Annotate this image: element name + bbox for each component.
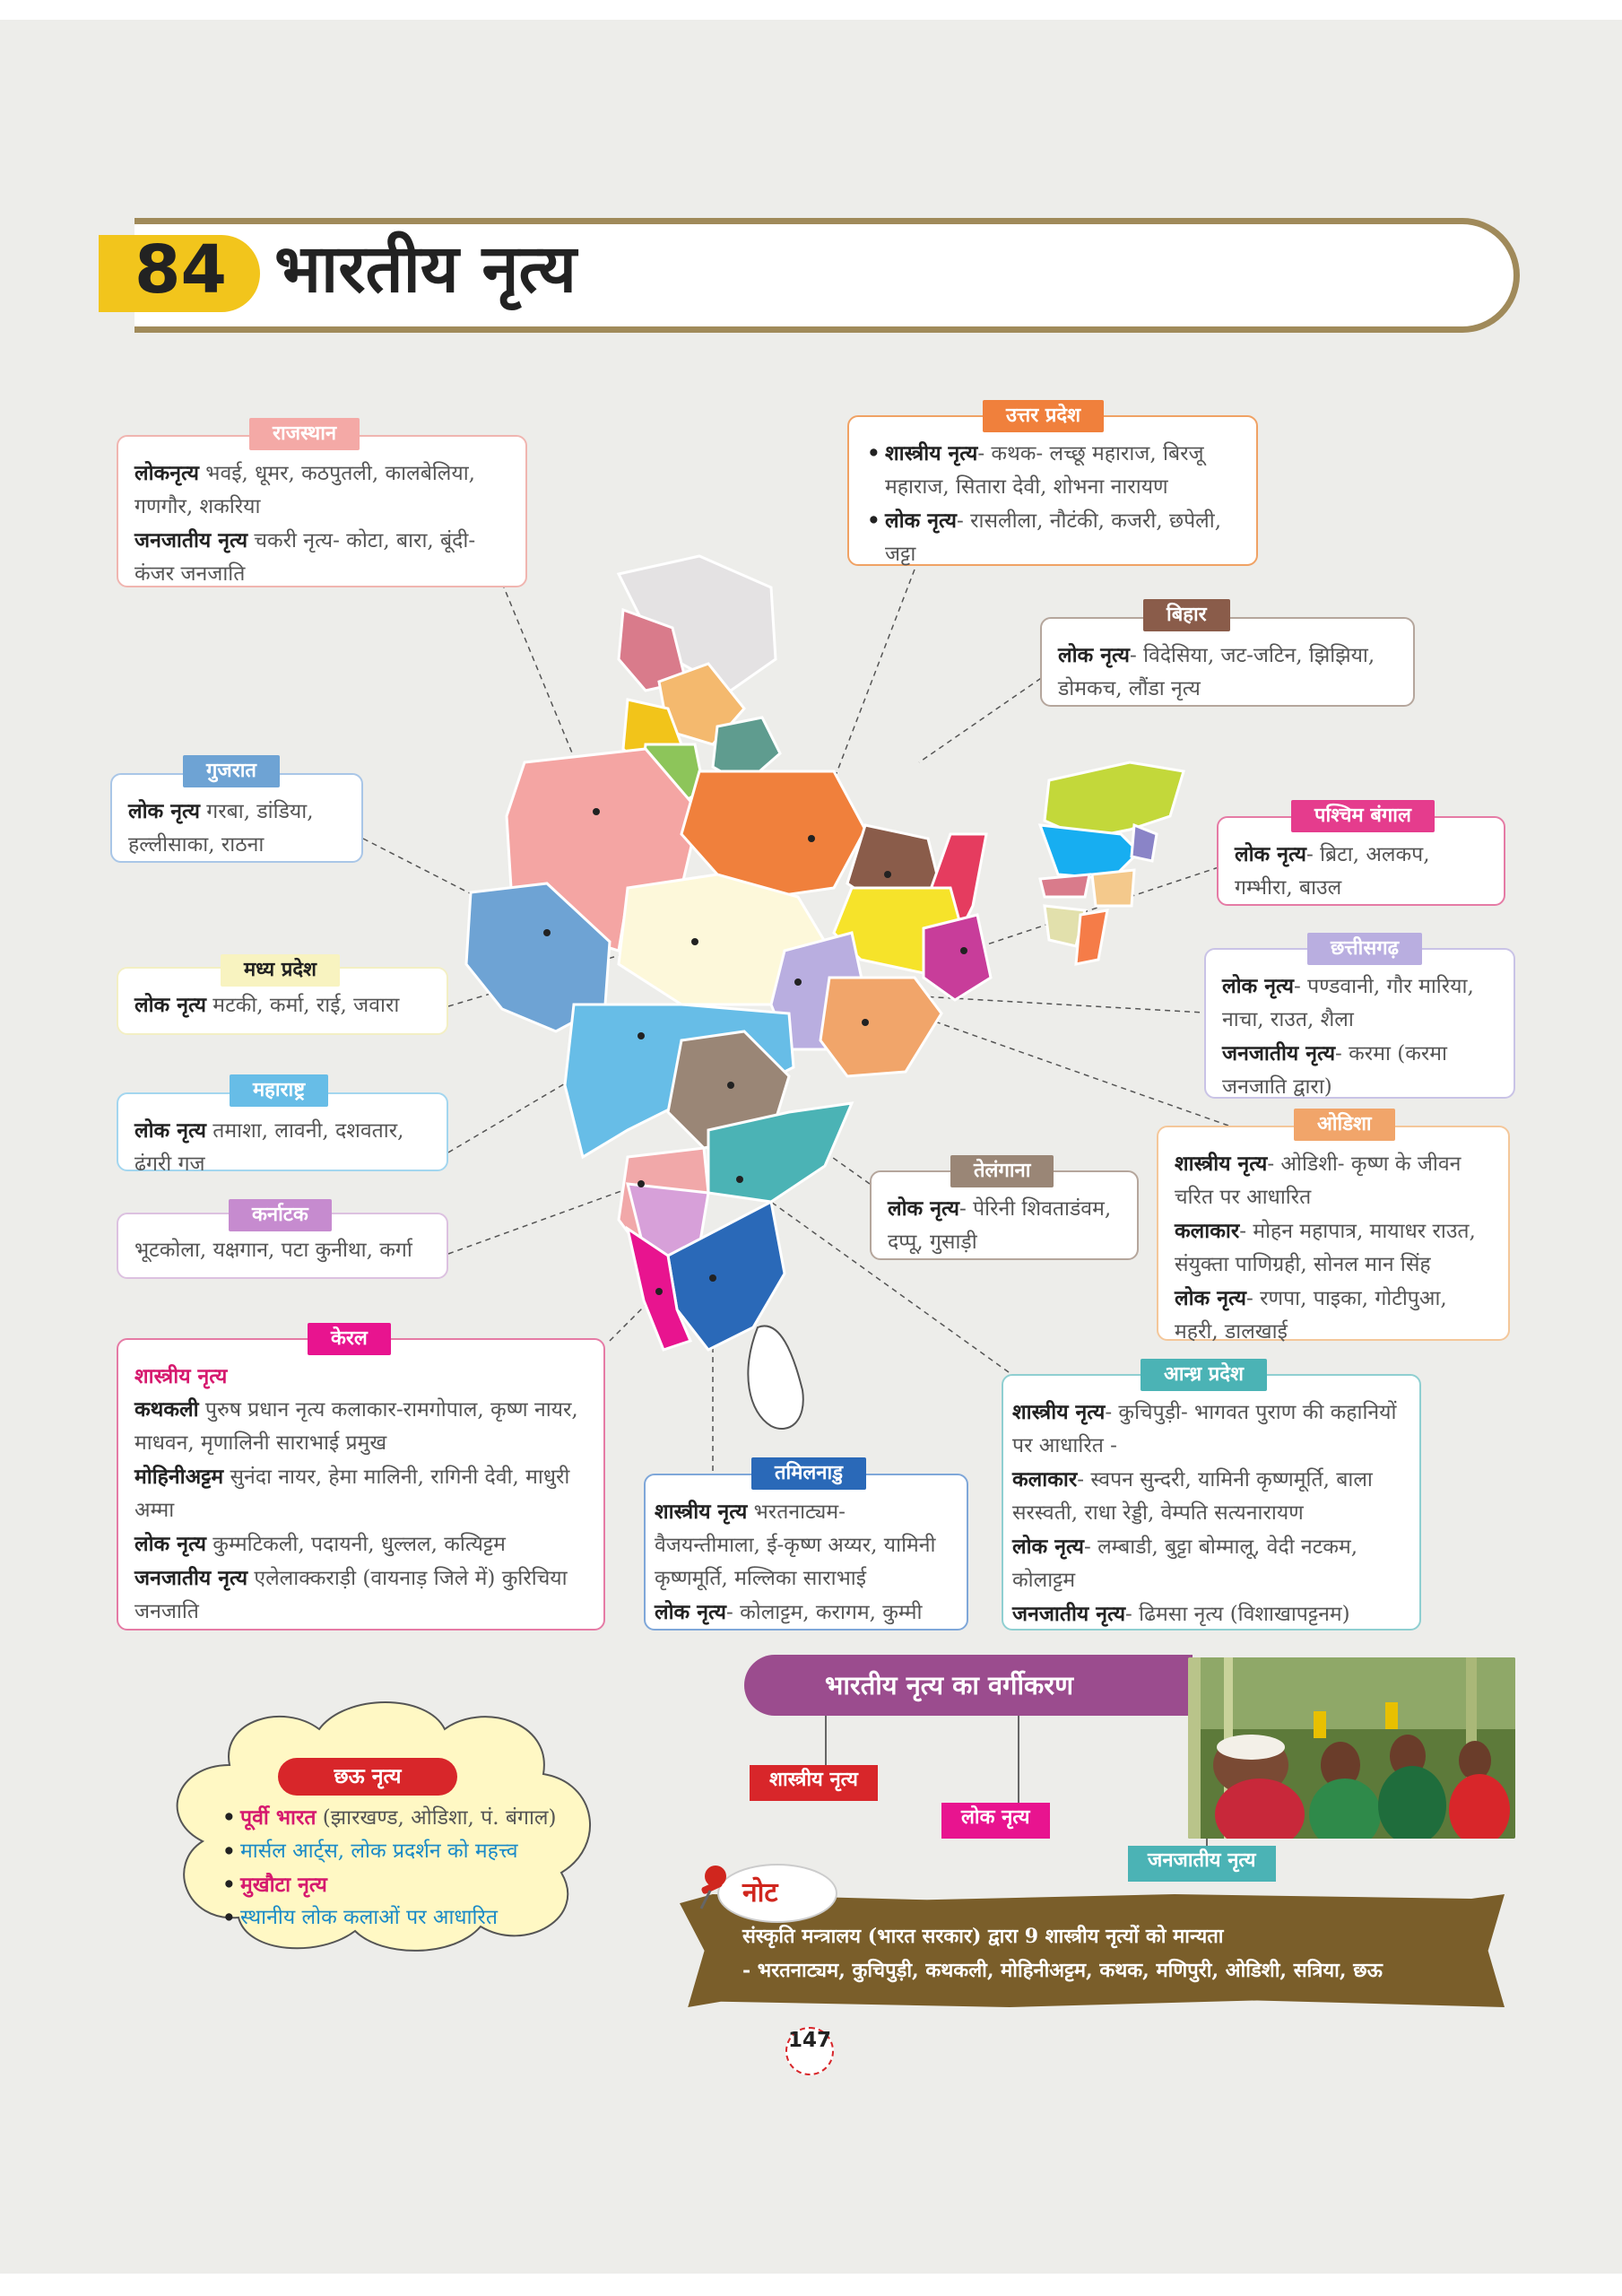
bihar-box: लोक नृत्य- विदेसिया, जट-जटिन, झिझिया, डोमकच, लौंडा नृत्य: [1040, 617, 1415, 707]
chhau-item: • स्थानीय लोक कलाओं पर आधारित: [222, 1901, 556, 1935]
andhra-pradesh-box: शास्त्रीय नृत्य- कुचिपुड़ी- भागवत पुराण की कहानियों पर आधारित - कलाकार- स्वपन सुन्दरी, यामिनी कृष्णमूर्ति, बाला सरस्वती, राधा रेड्डी, वेम्पति सत्यनारायण लोक नृत्य- लम्बाडी, बुट्टा बोम्मालू, वेदी नटकम, कोलाट्टम जनजातीय नृत्य- ढिमसा नृत्य (विशाखापट्टनम): [1002, 1374, 1421, 1631]
gujarat-tag: गुजरात: [183, 755, 280, 787]
kerala-tag: केरल: [308, 1323, 391, 1355]
classification-bar: भारतीय नृत्य का वर्गीकरण: [744, 1655, 1193, 1716]
page-number: 147: [785, 2027, 834, 2075]
kerala-box: शास्त्रीय नृत्य कथकली पुरुष प्रधान नृत्य कलाकार-रामगोपाल, कृष्ण नायर, माधवन, मृणालिनी साराभाई प्रमुख मोहिनीअट्टम सुनंदा नायर, हेमा मालिनी, रागिनी देवी, माधुरी अम्मा लोक नृत्य कुम्मटिकली, पदायनी, धुल्लल, कत्यिट्टम जनजातीय नृत्य एलेलाक्कराड़ी (वायनाड़ जिले में) कुरिचिया जनजाति: [117, 1338, 605, 1631]
bottom-margin: [0, 2274, 1622, 2296]
classification-folk: लोक नृत्य: [941, 1803, 1050, 1839]
karnataka-tag: कर्नाटक: [229, 1199, 332, 1231]
west-bengal-tag: पश्चिम बंगाल: [1291, 800, 1435, 832]
maharashtra-box: लोक नृत्य तमाशा, लावनी, दशवतार, ढंगरी गज: [117, 1092, 448, 1171]
chhau-item: • मुखौटा नृत्य: [222, 1868, 556, 1901]
madhya-pradesh-box: लोक नृत्य मटकी, कर्मा, राई, जवारा: [117, 967, 448, 1035]
classification-classical: शास्त्रीय नृत्य: [750, 1765, 878, 1801]
chhau-title: छऊ नृत्य: [278, 1758, 457, 1796]
telangana-tag: तेलंगाना: [950, 1155, 1054, 1187]
west-bengal-box: लोक नृत्य- ब्रिटा, अलकप, गम्भीरा, बाउल: [1217, 816, 1505, 906]
odisha-box: शास्त्रीय नृत्य- ओडिशी- कृष्ण के जीवन चरित पर आधारित कलाकार- मोहन महापात्र, मायाधर राउत, संयुक्ता पाणिग्रही, सोनल मान सिंह लोक नृत्य- रणपा, पाइका, गोटीपुआ, महरी, डालखाई: [1157, 1126, 1510, 1341]
note-text: [742, 1919, 1505, 1987]
classification-tribal: जनजातीय नृत्य: [1128, 1846, 1276, 1882]
tamil-nadu-box: शास्त्रीय नृत्य भरतनाट्यम- वैजयन्तीमाला, ई-कृष्ण अय्यर, यामिनी कृष्णमूर्ति, मल्लिका साराभाई लोक नृत्य- कोलाट्टम, करागम, कुम्मी: [644, 1474, 968, 1631]
maharashtra-tag: महाराष्ट्र: [230, 1074, 328, 1107]
andhra-pradesh-tag: आन्ध्र प्रदेश: [1141, 1359, 1267, 1391]
uttar-pradesh-tag: उत्तर प्रदेश: [983, 400, 1104, 432]
odisha-tag: ओडिशा: [1294, 1109, 1395, 1141]
karnataka-box: भूटकोला, यक्षगान, पटा कुनीथा, कर्गा: [117, 1213, 448, 1279]
gujarat-box: लोक नृत्य गरबा, डांडिया, हल्लीसाका, राठना: [110, 773, 363, 863]
note-label: नोट: [742, 1877, 778, 1909]
chhau-item: • मार्सल आर्ट्स, लोक प्रदर्शन को महत्त्व: [222, 1835, 556, 1868]
sri-lanka-outline: [748, 1326, 802, 1429]
classification-connector: [825, 1716, 827, 1768]
dance-photo: [1188, 1657, 1515, 1839]
note-line-2: - भरतनाट्यम, कुचिपुड़ी, कथकली, मोहिनीअट्टम, कथक, मणिपुरी, ओडिशी, सत्रिया, छऊ: [742, 1959, 1383, 1982]
kerala-classical-heading: शास्त्रीय नृत्य: [134, 1364, 228, 1388]
telangana-box: लोक नृत्य- पेरिनी शिवताडंवम, दप्पू, गुसाड़ी: [870, 1170, 1139, 1260]
note-line-1: संस्कृति मन्त्रालय (भारत सरकार) द्वारा 9 शास्त्रीय नृत्यों को मान्यता: [742, 1925, 1224, 1948]
madhya-pradesh-tag: मध्य प्रदेश: [221, 954, 340, 987]
chhattisgarh-tag: छत्तीसगढ़: [1307, 933, 1422, 965]
page-title: भारतीय नृत्य: [274, 230, 577, 308]
rajasthan-box: लोकनृत्य भवई, धूमर, कठपुतली, कालबेलिया, गणगौर, शकरिया जनजातीय नृत्य चकरी नृत्य- कोटा, बारा, बूंदी- कंजर जनजाति: [117, 435, 527, 587]
pushpin-icon: [692, 1862, 737, 1916]
chhau-list: [222, 1801, 556, 1935]
rajasthan-tag: राजस्थान: [249, 418, 360, 450]
chapter-number: 84: [134, 231, 227, 309]
tamil-nadu-tag: तमिलनाडु: [751, 1457, 866, 1490]
uttar-pradesh-box: • शास्त्रीय नृत्य- कथक- लच्छू महाराज, बिरजू महाराज, सितारा देवी, शोभना नारायण • लोक नृत्य- रासलीला, नौटंकी, कजरी, छपेली, जट्टा: [847, 415, 1258, 566]
chhattisgarh-box: लोक नृत्य- पण्डवानी, गौर मारिया, नाचा, राउत, शैला जनजातीय नृत्य- करमा (करमा जनजाति द्वारा): [1204, 948, 1515, 1099]
chhau-item: • पूर्वी भारत (झारखण्ड, ओडिशा, पं. बंगाल): [222, 1801, 556, 1835]
classification-connector: [1018, 1716, 1019, 1805]
bihar-tag: बिहार: [1143, 599, 1230, 631]
